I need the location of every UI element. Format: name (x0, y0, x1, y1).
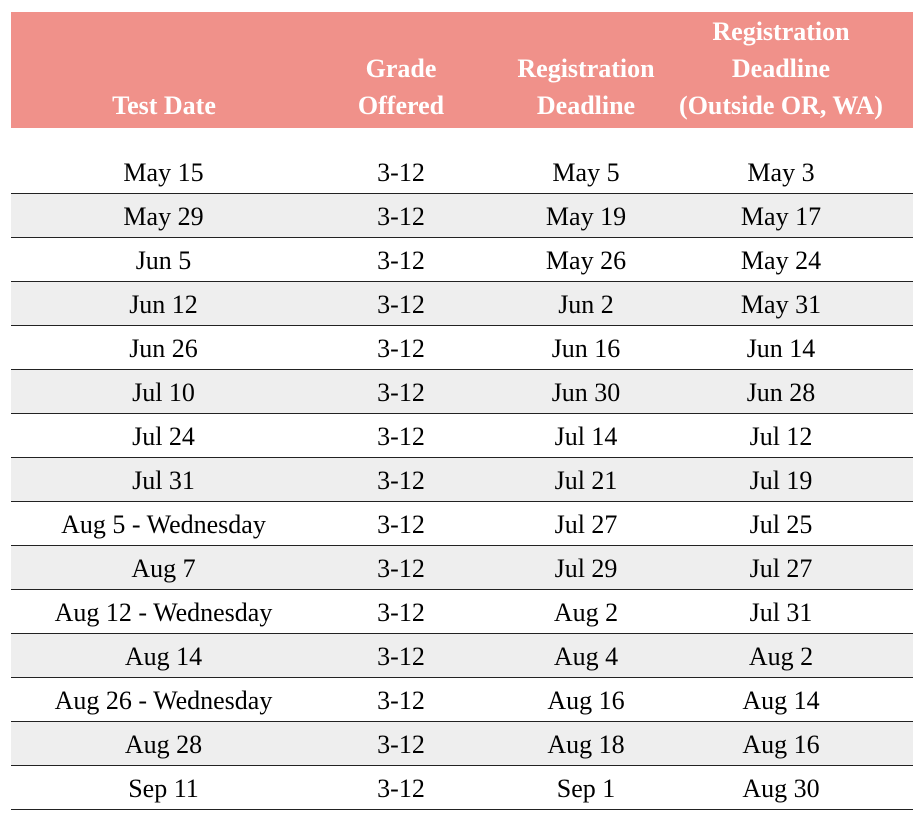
registration-deadline-outside-cell: Jul 25 (749, 510, 813, 539)
registration-deadline-cell: Jun 2 (558, 290, 614, 319)
registration-deadline-cell: Sep 1 (556, 774, 616, 803)
registration-deadline-cell: Aug 4 (553, 642, 619, 671)
registration-deadline-outside-cell: Jun 28 (746, 378, 816, 407)
grade-offered-cell: 3-12 (377, 466, 425, 495)
grade-offered-cell: 3-12 (377, 554, 425, 583)
registration-deadline-cell: May 19 (545, 202, 627, 231)
registration-deadline-cell: May 26 (545, 246, 627, 275)
grade-offered-cell: 3-12 (377, 642, 425, 671)
table-row (11, 590, 913, 634)
registration-deadline-outside-cell: Aug 30 (742, 774, 820, 803)
test-date-cell: Sep 11 (128, 774, 199, 803)
table-row (11, 502, 913, 546)
table-body (11, 150, 913, 810)
test-date-cell: Aug 12 - Wednesday (54, 598, 273, 627)
test-date-cell: Jul 24 (132, 422, 195, 451)
registration-deadline-cell: Jun 16 (551, 334, 621, 363)
registration-deadline-outside-cell: Aug 16 (742, 730, 820, 759)
grade-offered-cell: 3-12 (377, 246, 425, 275)
registration-deadline-cell: Aug 18 (547, 730, 625, 759)
test-date-cell: Jun 26 (129, 334, 198, 363)
test-date-cell: Aug 28 (124, 730, 203, 759)
grade-offered-cell: 3-12 (377, 598, 425, 627)
table-row (11, 634, 913, 678)
registration-deadline-cell: May 5 (552, 158, 620, 187)
registration-deadline-outside-cell: May 17 (740, 202, 822, 231)
table-row (11, 194, 913, 238)
registration-deadline-outside-cell: Jul 19 (749, 466, 813, 495)
registration-deadline-outside-cell: May 24 (740, 246, 822, 275)
grade-offered-cell: 3-12 (377, 290, 425, 319)
table-row (11, 238, 913, 282)
test-date-cell: Aug 7 (131, 554, 196, 583)
grade-offered-cell: 3-12 (377, 378, 425, 407)
test-date-cell: Jun 12 (129, 290, 198, 319)
header-registration-deadline-outside: Registration Deadline (Outside OR, WA) (679, 17, 883, 120)
table-header (11, 12, 913, 128)
table-row (11, 458, 913, 502)
table-row (11, 678, 913, 722)
test-date-cell: Aug 14 (124, 642, 203, 671)
table-row (11, 722, 913, 766)
grade-offered-cell: 3-12 (377, 202, 425, 231)
test-date-cell: May 29 (123, 202, 204, 231)
header-test-date: Test Date (112, 91, 216, 120)
test-date-cell: Jul 10 (132, 378, 195, 407)
grade-offered-cell: 3-12 (377, 730, 425, 759)
registration-deadline-cell: Aug 16 (547, 686, 625, 715)
header-registration-deadline: Registration Deadline (517, 54, 655, 120)
test-date-cell: Aug 5 - Wednesday (61, 510, 266, 539)
grade-offered-cell: 3-12 (377, 686, 425, 715)
registration-deadline-cell: Jul 21 (554, 466, 618, 495)
test-date-cell: May 15 (123, 158, 204, 187)
registration-deadline-cell: Jul 29 (554, 554, 618, 583)
grade-offered-cell: 3-12 (377, 774, 425, 803)
test-date-cell: Jul 31 (132, 466, 195, 495)
grade-offered-cell: 3-12 (377, 334, 425, 363)
test-date-cell: Jun 5 (135, 246, 192, 275)
test-date-cell: Aug 26 - Wednesday (54, 686, 273, 715)
table-row (11, 150, 913, 194)
registration-deadline-cell: Jun 30 (551, 378, 621, 407)
table-row (11, 370, 913, 414)
grade-offered-cell: 3-12 (377, 158, 425, 187)
registration-deadline-cell: Aug 2 (553, 598, 619, 627)
registration-deadline-outside-cell: Aug 2 (748, 642, 814, 671)
table-row (11, 766, 913, 810)
table-row (11, 546, 913, 590)
registration-deadline-cell: Jul 14 (554, 422, 618, 451)
registration-deadline-outside-cell: Jul 12 (749, 422, 813, 451)
registration-deadline-outside-cell: May 31 (740, 290, 822, 319)
grade-offered-cell: 3-12 (377, 510, 425, 539)
registration-deadline-outside-cell: Jun 14 (746, 334, 816, 363)
registration-deadline-outside-cell: Aug 14 (742, 686, 820, 715)
registration-deadline-outside-cell: Jul 31 (749, 598, 813, 627)
registration-deadline-outside-cell: Jul 27 (749, 554, 813, 583)
registration-deadline-outside-cell: May 3 (747, 158, 815, 187)
registration-deadline-cell: Jul 27 (554, 510, 618, 539)
grade-offered-cell: 3-12 (377, 422, 425, 451)
header-grade-offered: Grade Offered (357, 54, 445, 120)
table-row (11, 326, 913, 370)
table-row (11, 282, 913, 326)
table-row (11, 414, 913, 458)
